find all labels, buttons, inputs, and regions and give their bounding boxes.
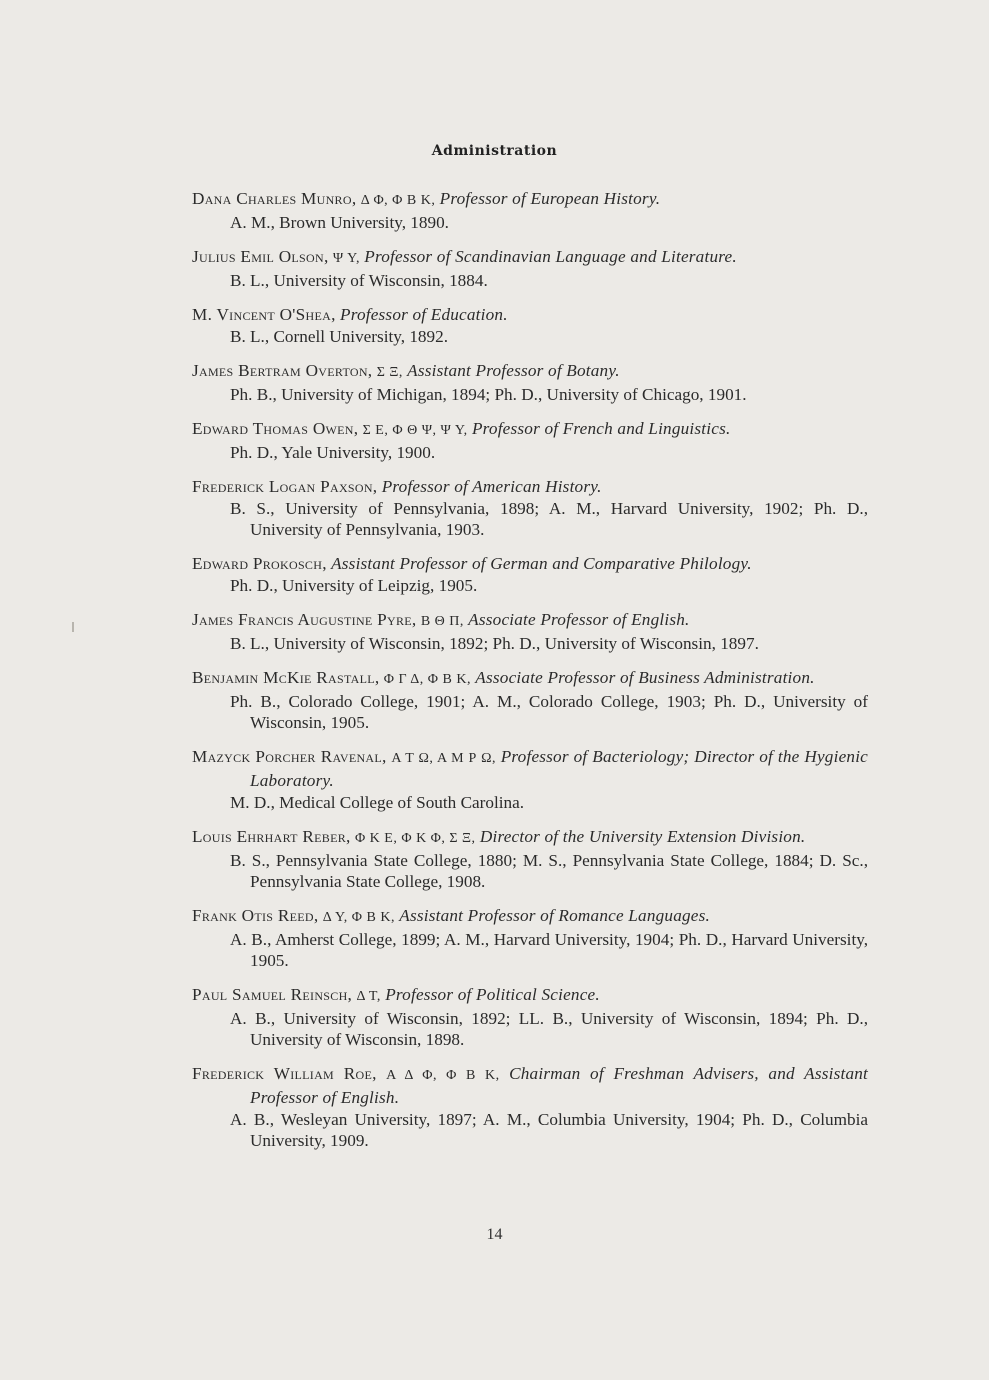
faculty-title: Professor of American History. — [381, 477, 602, 496]
entry-heading — [192, 1063, 868, 1109]
faculty-list — [192, 188, 868, 1164]
entry-heading — [192, 905, 868, 929]
scan-mark — [72, 622, 74, 632]
entry-heading — [192, 188, 868, 212]
faculty-entry — [192, 984, 868, 1050]
faculty-title: Professor of French and Linguistics. — [471, 419, 731, 438]
faculty-name: James Bertram Overton, — [192, 361, 373, 380]
faculty-title: Professor of European History. — [439, 189, 661, 208]
faculty-entry — [192, 1063, 868, 1151]
faculty-entry — [192, 553, 868, 596]
fraternity-letters: Α Τ Ω, Α Μ Ρ Ω, — [391, 751, 497, 766]
entry-heading — [192, 304, 868, 326]
faculty-entry — [192, 246, 868, 291]
degree-line: A. B., Amherst College, 1899; A. M., Harvard University, 1904; Ph. D., Harvard University, 1905. — [230, 930, 868, 970]
faculty-name: Benjamin McKie Rastall, — [192, 668, 380, 687]
faculty-name: Frederick William Roe, — [192, 1064, 377, 1083]
faculty-name: Paul Samuel Reinsch, — [192, 985, 353, 1004]
fraternity-letters: Δ Υ, Φ Β Κ, — [322, 910, 395, 925]
faculty-name: Frederick Logan Paxson, — [192, 477, 378, 496]
degree-line: Ph. B., Colorado College, 1901; A. M., Colorado College, 1903; Ph. D., University of Wisconsin, 1905. — [230, 692, 868, 732]
degree-line: B. S., Pennsylvania State College, 1880; M. S., Pennsylvania State College, 1884; D. Sc., Pennsylvania State College, 1908. — [230, 851, 868, 891]
faculty-name: Frank Otis Reed, — [192, 906, 319, 925]
entry-heading — [192, 826, 868, 850]
faculty-name: Julius Emil Olson, — [192, 247, 329, 266]
faculty-entry — [192, 476, 868, 540]
degree-line: A. M., Brown University, 1890. — [230, 213, 449, 232]
entry-heading — [192, 553, 868, 575]
degree-line: A. B., Wesleyan University, 1897; A. M., Columbia University, 1904; Ph. D., Columbia University, 1909. — [230, 1110, 868, 1150]
faculty-entry — [192, 667, 868, 733]
faculty-name: M. Vincent O'Shea, — [192, 305, 336, 324]
faculty-entry — [192, 304, 868, 347]
degree-line: M. D., Medical College of South Carolina. — [230, 793, 525, 812]
running-header: Administration — [431, 143, 558, 159]
faculty-title: Associate Professor of English. — [468, 610, 690, 629]
faculty-title: Professor of Education. — [340, 305, 508, 324]
fraternity-letters: Δ Τ, — [356, 989, 381, 1004]
faculty-title: Assistant Professor of Romance Languages. — [399, 906, 711, 925]
entry-heading — [192, 246, 868, 270]
degree-line: B. L., Cornell University, 1892. — [230, 327, 449, 346]
fraternity-letters: Ψ Υ, — [332, 251, 360, 266]
fraternity-letters: Φ Γ Δ, Φ Β Κ, — [383, 672, 471, 687]
degree-line: B. L., University of Wisconsin, 1884. — [230, 271, 488, 290]
entry-heading — [192, 476, 868, 498]
degree-line: B. S., University of Pennsylvania, 1898; A. M., Harvard University, 1902; Ph. D., University of Pennsylvania, 1903. — [230, 499, 868, 539]
fraternity-letters: Φ Κ Ε, Φ Κ Φ, Σ Ξ, — [354, 831, 476, 846]
faculty-title: Professor of Scandinavian Language and Literature. — [364, 247, 737, 266]
entry-heading — [192, 418, 868, 442]
faculty-name: Mazyck Porcher Ravenal, — [192, 747, 387, 766]
degree-line: Ph. D., University of Leipzig, 1905. — [230, 576, 478, 595]
entry-heading — [192, 609, 868, 633]
fraternity-letters: Σ Ε, Φ Θ Ψ, Ψ Υ, — [362, 423, 468, 438]
fraternity-letters: Α Δ Φ, Φ Β Κ, — [386, 1068, 500, 1083]
faculty-name: Dana Charles Munro, — [192, 189, 357, 208]
faculty-title: Assistant Professor of German and Comparative Philology. — [331, 554, 752, 573]
faculty-title: Professor of Bacteriology; Director of the Hygienic Laboratory. — [250, 747, 868, 790]
faculty-title: Director of the University Extension Division. — [479, 827, 806, 846]
entry-heading — [192, 667, 868, 691]
faculty-title: Professor of Political Science. — [385, 985, 600, 1004]
page-number: 14 — [486, 1226, 503, 1243]
fraternity-letters: Σ Ξ, — [376, 365, 403, 380]
faculty-name: Louis Ehrhart Reber, — [192, 827, 351, 846]
fraternity-letters: Β Θ Π, — [420, 614, 464, 629]
faculty-name: James Francis Augustine Pyre, — [192, 610, 417, 629]
faculty-title: Assistant Professor of Botany. — [407, 361, 620, 380]
degree-line: A. B., University of Wisconsin, 1892; LL. B., University of Wisconsin, 1894; Ph. D., University of Wisconsin, 1898. — [230, 1009, 868, 1049]
degree-line: B. L., University of Wisconsin, 1892; Ph. D., University of Wisconsin, 1897. — [230, 634, 759, 653]
faculty-name: Edward Thomas Owen, — [192, 419, 359, 438]
entry-heading — [192, 360, 868, 384]
faculty-entry — [192, 905, 868, 971]
faculty-title: Chairman of Freshman Advisers, and Assistant Professor of English. — [250, 1064, 869, 1107]
faculty-entry — [192, 360, 868, 405]
faculty-entry — [192, 609, 868, 654]
entry-heading — [192, 984, 868, 1008]
faculty-entry — [192, 418, 868, 463]
faculty-name: Edward Prokosch, — [192, 554, 327, 573]
faculty-entry — [192, 188, 868, 233]
faculty-entry — [192, 826, 868, 892]
faculty-title: Associate Professor of Business Administration. — [475, 668, 815, 687]
fraternity-letters: Δ Φ, Φ Β Κ, — [360, 193, 436, 208]
entry-heading — [192, 746, 868, 792]
faculty-entry — [192, 746, 868, 813]
degree-line: Ph. D., Yale University, 1900. — [230, 443, 436, 462]
degree-line: Ph. B., University of Michigan, 1894; Ph. D., University of Chicago, 1901. — [230, 385, 747, 404]
